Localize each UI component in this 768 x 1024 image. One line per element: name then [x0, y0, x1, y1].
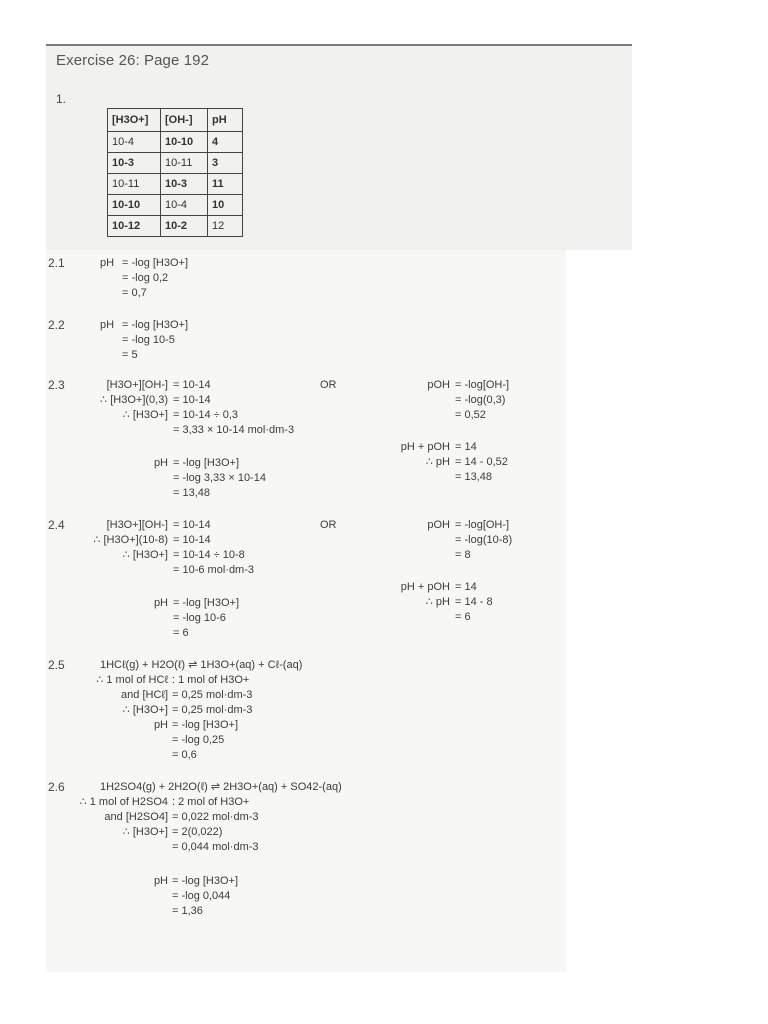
cell-ph: 3: [208, 153, 243, 174]
question-number-2-3: 2.3: [48, 378, 65, 392]
step-line: = -log [H3O+]: [122, 319, 189, 331]
step-lhs: ∴ [H3O+]: [122, 704, 168, 716]
ph-label: pH: [153, 457, 168, 469]
step-rhs: = 0,044 mol·dm-3: [172, 841, 259, 853]
left-rhs: = 10-6 mol·dm-3: [173, 564, 255, 576]
step-rhs: = 0,6: [172, 749, 197, 761]
step-lhs: pH: [153, 719, 168, 731]
poh-label: pOH: [427, 379, 450, 391]
sum-rhs: = 14 - 8: [455, 596, 493, 608]
or-label: OR: [320, 519, 337, 531]
cell-h3o: 10-11: [108, 174, 161, 195]
step-line: = -log 0,2: [122, 272, 169, 284]
ph-rhs: = 13,48: [173, 487, 211, 499]
ph-label: pH: [100, 257, 115, 269]
step-rhs: = 0,022 mol·dm-3: [172, 811, 259, 823]
reaction-equation: 1H2SO4(g) + 2H2O(ℓ) ⇌ 2H3O+(aq) + SO42-(aq): [100, 781, 342, 793]
ph-label: pH: [100, 319, 115, 331]
step-rhs: : 2 mol of H3O+: [172, 796, 250, 808]
sum-lhs: pH + pOH: [400, 441, 450, 453]
poh-label: pOH: [427, 519, 450, 531]
cell-oh: 10-11: [161, 153, 208, 174]
sum-rhs: = 14 - 0,52: [455, 456, 508, 468]
left-lhs: ∴ [H3O+](0,3): [100, 394, 168, 406]
left-lhs: ∴ [H3O+]: [122, 549, 168, 561]
ph-rhs: = -log 10-6: [173, 612, 226, 624]
ph-rhs: = 6: [173, 627, 189, 639]
step-lhs: and [HCℓ]: [121, 689, 168, 701]
question-number-2-5: 2.5: [48, 658, 65, 672]
ph-rhs: = -log [H3O+]: [173, 597, 240, 609]
poh-rhs: = -log[OH-]: [455, 379, 510, 391]
ph-table: [107, 108, 243, 237]
cell-ph: 12: [208, 216, 243, 237]
question-number-2-6: 2.6: [48, 780, 65, 794]
sum-rhs: = 14: [455, 581, 477, 593]
cell-ph: 10: [208, 195, 243, 216]
step-line: = -log 10-5: [122, 334, 175, 346]
left-rhs: = 3,33 × 10-14 mol·dm-3: [173, 424, 295, 436]
step-rhs: = -log [H3O+]: [172, 719, 239, 731]
left-lhs: ∴ [H3O+]: [122, 409, 168, 421]
poh-rhs: = -log(10-8): [455, 534, 513, 546]
cell-ph: 4: [208, 132, 243, 153]
question-number-2-1: 2.1: [48, 256, 65, 270]
ph-rhs: = -log [H3O+]: [173, 457, 240, 469]
sum-lhs: pH + pOH: [400, 581, 450, 593]
ph-rhs: = 1,36: [172, 905, 203, 917]
sum-lhs: ∴ pH: [425, 596, 450, 608]
poh-rhs: = -log(0,3): [455, 394, 506, 406]
table-row: [108, 174, 243, 195]
left-lhs: [H3O+][OH-]: [106, 519, 168, 531]
reaction-equation: 1HCℓ(g) + H2O(ℓ) ⇌ 1H3O+(aq) + Cℓ-(aq): [100, 659, 303, 671]
sum-rhs: = 6: [455, 611, 471, 623]
step-lhs: ∴ 1 mol of H2SO4: [79, 796, 168, 808]
top-rule: [46, 44, 632, 46]
poh-rhs: = 0,52: [455, 409, 486, 421]
cell-oh: 10-3: [161, 174, 208, 195]
page-title: Exercise 26: Page 192: [56, 52, 210, 69]
left-rhs: = 10-14: [173, 534, 211, 546]
cell-h3o: 10-12: [108, 216, 161, 237]
sum-lhs: ∴ pH: [425, 456, 450, 468]
cell-h3o: 10-3: [108, 153, 161, 174]
ph-label: pH: [153, 597, 168, 609]
left-rhs: = 10-14: [173, 519, 211, 531]
step-rhs: = 0,25 mol·dm-3: [172, 689, 253, 701]
left-lhs: ∴ [H3O+](10-8): [93, 534, 168, 546]
step-lhs: and [H2SO4]: [104, 811, 168, 823]
ph-rhs: = -log [H3O+]: [172, 875, 239, 887]
sum-rhs: = 14: [455, 441, 477, 453]
cell-ph: 11: [208, 174, 243, 195]
header-h3o: [H3O+]: [108, 109, 161, 132]
step-line: = 0,7: [122, 287, 147, 299]
question-number-1: 1.: [56, 92, 67, 106]
step-lhs: ∴ [H3O+]: [122, 826, 168, 838]
cell-h3o: 10-4: [108, 132, 161, 153]
step-lhs: ∴ 1 mol of HCℓ: [96, 674, 168, 686]
left-lhs: [H3O+][OH-]: [106, 379, 168, 391]
ph-label: pH: [153, 875, 168, 887]
poh-rhs: = 8: [455, 549, 471, 561]
sum-rhs: = 13,48: [455, 471, 493, 483]
question-number-2-2: 2.2: [48, 318, 65, 332]
step-rhs: : 1 mol of H3O+: [172, 674, 250, 686]
table-row: [108, 216, 243, 237]
question-number-2-4: 2.4: [48, 518, 65, 532]
left-rhs: = 10-14 ÷ 10-8: [173, 549, 245, 561]
table-row: [108, 195, 243, 216]
cell-oh: 10-4: [161, 195, 208, 216]
header-ph: pH: [208, 109, 243, 132]
left-rhs: = 10-14: [173, 394, 211, 406]
step-line: = -log [H3O+]: [122, 257, 189, 269]
step-rhs: = -log 0,25: [172, 734, 225, 746]
ph-rhs: = -log 3,33 × 10-14: [173, 472, 266, 484]
step-line: = 5: [122, 349, 138, 361]
left-rhs: = 10-14 ÷ 0,3: [173, 409, 239, 421]
header-oh: [OH-]: [161, 109, 208, 132]
or-label: OR: [320, 379, 337, 391]
cell-oh: 10-10: [161, 132, 208, 153]
poh-rhs: = -log[OH-]: [455, 519, 510, 531]
table-row: [108, 153, 243, 174]
step-rhs: = 2(0,022): [172, 826, 223, 838]
step-rhs: = 0,25 mol·dm-3: [172, 704, 253, 716]
ph-rhs: = -log 0,044: [172, 890, 231, 902]
ph-table-header: [108, 109, 243, 132]
cell-h3o: 10-10: [108, 195, 161, 216]
cell-oh: 10-2: [161, 216, 208, 237]
left-rhs: = 10-14: [173, 379, 211, 391]
table-row: [108, 132, 243, 153]
